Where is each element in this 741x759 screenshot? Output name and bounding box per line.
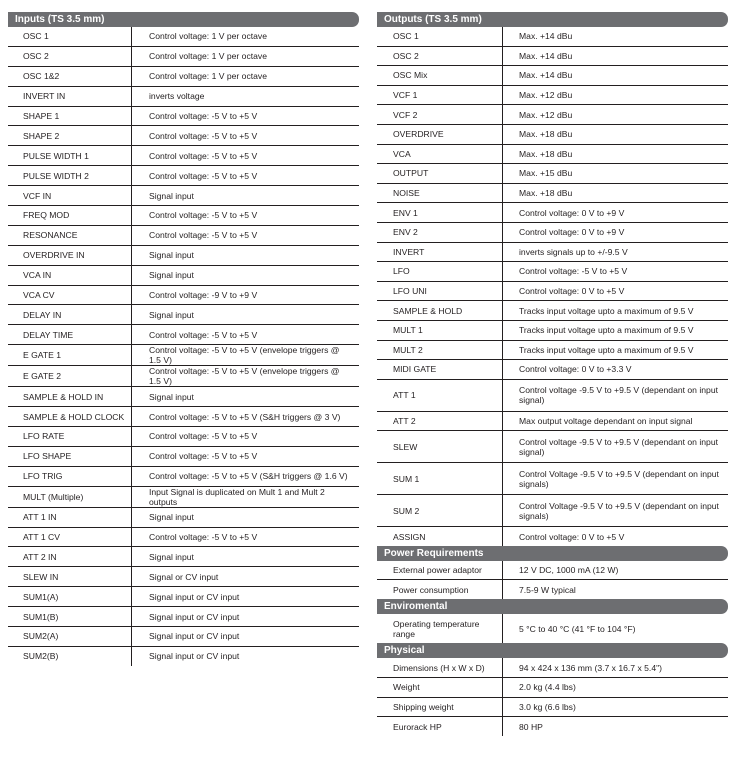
spec-name: Power consumption [377, 580, 503, 599]
spec-value: 3.0 kg (6.6 lbs) [503, 697, 729, 717]
spec-value: Signal input or CV input [149, 651, 240, 662]
spec-name: VCF IN [8, 186, 132, 206]
spec-value: Control voltage: 0 V to +3.3 V [503, 360, 729, 380]
spec-name: SUM2(B) [8, 646, 132, 665]
spec-name: SHAPE 2 [8, 126, 132, 146]
spec-name: ENV 1 [377, 203, 503, 223]
environmental-header: Enviromental [377, 599, 728, 614]
spec-value: Control voltage: 0 V to +9 V [503, 203, 729, 223]
spec-name: ATT 1 IN [8, 507, 132, 527]
table-row [377, 360, 728, 380]
spec-name: Shipping weight [377, 697, 503, 717]
spec-name: SUM1(A) [8, 587, 132, 607]
spec-name: MULT 1 [377, 320, 503, 340]
spec-value: Control voltage -9.5 V to +9.5 V (dependant on input signal) [503, 431, 729, 463]
table-row [377, 340, 728, 360]
table-row [377, 411, 728, 431]
spec-name: SUM2(A) [8, 627, 132, 647]
spec-name: Operating temperature range [377, 614, 503, 643]
table-row [377, 262, 728, 282]
table-row [8, 126, 359, 146]
spec-value: Signal input [132, 387, 360, 407]
spec-name: ENV 2 [377, 222, 503, 242]
spec-value: Signal input [132, 305, 360, 325]
spec-value: Control Voltage -9.5 V to +9.5 V (dependant on input signals) [503, 495, 729, 527]
spec-value: Signal input or CV input [132, 587, 360, 607]
table-row [8, 427, 359, 447]
table-row [377, 463, 728, 495]
spec-value: Control voltage: -5 V to +5 V [132, 446, 360, 466]
spec-value: Signal input [132, 265, 360, 285]
spec-name: VCA [377, 144, 503, 164]
spec-value: Control voltage: -5 V to +5 V [132, 427, 360, 447]
spec-value: Control voltage: 1 V per octave [132, 46, 360, 66]
table-row [8, 285, 359, 305]
spec-name: OSC 2 [377, 46, 503, 66]
spec-name: NOISE [377, 183, 503, 203]
table-row [377, 431, 728, 463]
table-row [8, 245, 359, 265]
table-row [377, 717, 728, 736]
specs-right-column [377, 12, 728, 736]
spec-value: Control voltage: 0 V to +5 V [519, 531, 625, 542]
spec-value: Control voltage: -5 V to +5 V [132, 166, 360, 186]
table-row [8, 627, 359, 647]
spec-name: VCA CV [8, 285, 132, 305]
spec-value: inverts voltage [132, 86, 360, 106]
spec-name: ATT 1 [377, 379, 503, 411]
table-row [8, 366, 359, 387]
spec-value: Max. +18 dBu [503, 144, 729, 164]
spec-name: Eurorack HP [377, 717, 503, 736]
spec-name: MULT (Multiple) [8, 486, 132, 507]
spec-value: 12 V DC, 1000 mA (12 W) [503, 561, 729, 580]
table-row [8, 547, 359, 567]
spec-value: Control voltage -9.5 V to +9.5 V (dependant on input signal) [503, 379, 729, 411]
environmental-table [377, 614, 728, 643]
table-row [377, 580, 728, 599]
spec-name: SLEW [377, 431, 503, 463]
spec-name: SAMPLE & HOLD [377, 301, 503, 321]
table-row [377, 124, 728, 144]
spec-name: OUTPUT [377, 164, 503, 184]
spec-name: LFO UNI [377, 281, 503, 301]
table-row [377, 85, 728, 105]
spec-value: 2.0 kg (4.4 lbs) [503, 678, 729, 698]
table-row [377, 164, 728, 184]
spec-value: Control voltage: -5 V to +5 V [132, 206, 360, 226]
inputs-table [8, 27, 359, 666]
table-row [8, 325, 359, 345]
spec-name: LFO RATE [8, 427, 132, 447]
spec-value: Max output voltage dependant on input signal [503, 411, 729, 431]
table-row [8, 567, 359, 587]
table-row [377, 697, 728, 717]
spec-name: SUM1(B) [8, 607, 132, 627]
spec-value: Control voltage: -5 V to +5 V [132, 225, 360, 245]
spec-name: SUM 2 [377, 495, 503, 527]
spec-value: Control voltage: -5 V to +5 V (envelope triggers @ 1.5 V) [132, 345, 360, 366]
table-row [8, 206, 359, 226]
spec-name: RESONANCE [8, 225, 132, 245]
spec-name: ASSIGN [377, 527, 503, 546]
spec-value: Control voltage: -5 V to +5 V [503, 262, 729, 282]
table-row [377, 222, 728, 242]
table-row [377, 183, 728, 203]
table-row [8, 66, 359, 86]
spec-value: inverts signals up to +/-9.5 V [503, 242, 729, 262]
spec-name: DELAY TIME [8, 325, 132, 345]
spec-name: OSC 1 [8, 27, 132, 46]
table-row [8, 166, 359, 186]
spec-name: ATT 1 CV [8, 527, 132, 547]
spec-value: Control voltage: -5 V to +5 V [132, 325, 360, 345]
table-row [8, 486, 359, 507]
spec-value: Control voltage: -5 V to +5 V (S&H triggers @ 1.6 V) [132, 466, 360, 486]
spec-value: 94 x 424 x 136 mm (3.7 x 16.7 x 5.4") [503, 658, 729, 677]
table-row [377, 105, 728, 125]
spec-value: Control voltage: -5 V to +5 V [132, 146, 360, 166]
table-row [8, 387, 359, 407]
spec-name: VCA IN [8, 265, 132, 285]
table-row [377, 495, 728, 527]
spec-name: PULSE WIDTH 2 [8, 166, 132, 186]
spec-name: INVERT [377, 242, 503, 262]
spec-name: FREQ MOD [8, 206, 132, 226]
spec-value: Signal input [132, 186, 360, 206]
spec-name: ATT 2 [377, 411, 503, 431]
power-header: Power Requirements [377, 546, 728, 561]
spec-value: Max. +18 dBu [503, 183, 729, 203]
table-row [8, 607, 359, 627]
inputs-section [8, 12, 359, 666]
spec-name: SLEW IN [8, 567, 132, 587]
spec-value: Signal input or CV input [132, 607, 360, 627]
table-row [8, 265, 359, 285]
table-row [8, 186, 359, 206]
spec-name: PULSE WIDTH 1 [8, 146, 132, 166]
table-row [8, 345, 359, 366]
spec-value: Signal input [132, 547, 360, 567]
table-row [8, 507, 359, 527]
table-row [377, 320, 728, 340]
spec-value: Control voltage: -5 V to +5 V (envelope triggers @ 1.5 V) [132, 366, 360, 387]
spec-name: SUM 1 [377, 463, 503, 495]
spec-value: Control Voltage -9.5 V to +9.5 V (dependant on input signals) [503, 463, 729, 495]
spec-name: OVERDRIVE [377, 124, 503, 144]
spec-value: Signal input [132, 507, 360, 527]
spec-name: MULT 2 [377, 340, 503, 360]
table-row [8, 587, 359, 607]
table-row [8, 305, 359, 325]
spec-value: Control voltage: -5 V to +5 V [132, 527, 360, 547]
spec-value: Control voltage: 1 V per octave [132, 27, 360, 46]
table-row [377, 301, 728, 321]
spec-value: Control voltage: -9 V to +9 V [132, 285, 360, 305]
spec-value: Tracks input voltage upto a maximum of 9.5 V [503, 340, 729, 360]
spec-value: Control voltage: 0 V to +9 V [503, 222, 729, 242]
spec-value: Input Signal is duplicated on Mult 1 and Mult 2 outputs [132, 486, 360, 507]
outputs-table [377, 27, 728, 546]
table-row [8, 407, 359, 427]
spec-name: SAMPLE & HOLD CLOCK [8, 407, 132, 427]
power-table [377, 561, 728, 599]
table-row [377, 242, 728, 262]
table-row [377, 614, 728, 643]
spec-value: Max. +12 dBu [503, 85, 729, 105]
spec-name: OVERDRIVE IN [8, 245, 132, 265]
spec-value: Control voltage: -5 V to +5 V [132, 126, 360, 146]
spec-name: VCF 1 [377, 85, 503, 105]
spec-value: Max. +18 dBu [503, 124, 729, 144]
spec-name: ATT 2 IN [8, 547, 132, 567]
physical-table [377, 658, 728, 735]
spec-name: OSC 2 [8, 46, 132, 66]
table-row [377, 379, 728, 411]
table-row [377, 46, 728, 66]
spec-name: VCF 2 [377, 105, 503, 125]
outputs-header: Outputs (TS 3.5 mm) [377, 12, 728, 27]
spec-name: OSC 1 [377, 27, 503, 46]
table-row [377, 144, 728, 164]
spec-name: MIDI GATE [377, 360, 503, 380]
spec-name: LFO TRIG [8, 466, 132, 486]
spec-value: Max. +14 dBu [503, 46, 729, 66]
table-row [377, 27, 728, 46]
spec-value: Signal or CV input [132, 567, 360, 587]
spec-value: Signal input [132, 245, 360, 265]
inputs-header: Inputs (TS 3.5 mm) [8, 12, 359, 27]
table-row [8, 46, 359, 66]
table-row [377, 658, 728, 677]
table-row [8, 466, 359, 486]
table-row [8, 527, 359, 547]
spec-value: 7.5-9 W typical [519, 584, 576, 595]
spec-name: E GATE 1 [8, 345, 132, 366]
spec-value: Max. +15 dBu [503, 164, 729, 184]
spec-value: Signal input or CV input [132, 627, 360, 647]
table-row [8, 646, 359, 665]
spec-value: Control voltage: -5 V to +5 V [132, 106, 360, 126]
table-row [8, 106, 359, 126]
table-row [8, 225, 359, 245]
spec-name: LFO [377, 262, 503, 282]
spec-value: Max. +12 dBu [503, 105, 729, 125]
spec-name: INVERT IN [8, 86, 132, 106]
spec-value: 5 °C to 40 °C (41 °F to 104 °F) [519, 623, 636, 634]
spec-value: Max. +14 dBu [503, 27, 729, 46]
spec-name: DELAY IN [8, 305, 132, 325]
spec-name: External power adaptor [377, 561, 503, 580]
spec-value: Tracks input voltage upto a maximum of 9.5 V [503, 320, 729, 340]
spec-name: E GATE 2 [8, 366, 132, 387]
spec-value: Control voltage: 0 V to +5 V [503, 281, 729, 301]
table-row [8, 27, 359, 46]
table-row [377, 281, 728, 301]
spec-value: Max. +14 dBu [503, 66, 729, 86]
spec-value: Tracks input voltage upto a maximum of 9.5 V [503, 301, 729, 321]
table-row [377, 561, 728, 580]
spec-name: Weight [377, 678, 503, 698]
spec-name: SAMPLE & HOLD IN [8, 387, 132, 407]
table-row [377, 678, 728, 698]
table-row [377, 527, 728, 546]
spec-name: OSC 1&2 [8, 66, 132, 86]
spec-name: Dimensions (H x W x D) [377, 658, 503, 677]
spec-value: Control voltage: 1 V per octave [132, 66, 360, 86]
table-row [377, 66, 728, 86]
table-row [8, 146, 359, 166]
table-row [8, 446, 359, 466]
spec-value: 80 HP [519, 721, 543, 732]
spec-name: LFO SHAPE [8, 446, 132, 466]
spec-value: Control voltage: -5 V to +5 V (S&H triggers @ 3 V) [132, 407, 360, 427]
table-row [377, 203, 728, 223]
table-row [8, 86, 359, 106]
spec-name: SHAPE 1 [8, 106, 132, 126]
spec-name: OSC Mix [377, 66, 503, 86]
physical-header: Physical [377, 643, 728, 658]
